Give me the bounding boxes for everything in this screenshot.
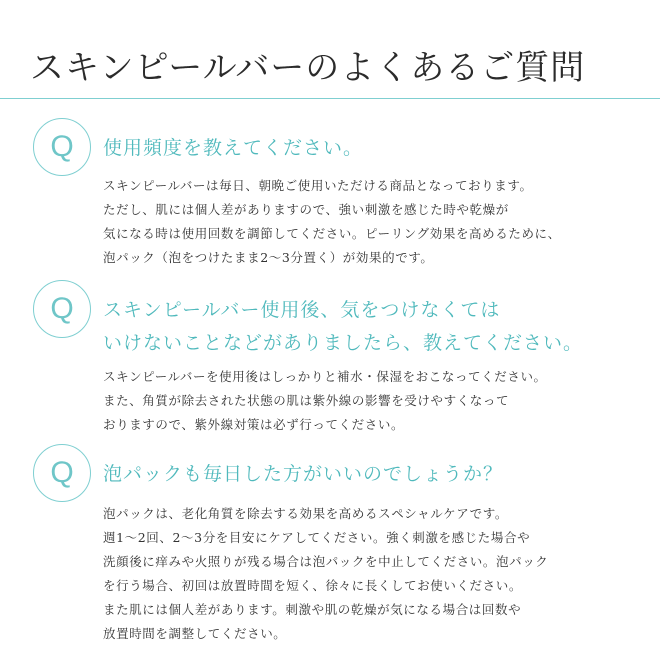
q-badge-icon	[33, 280, 91, 338]
answer-line: 洗顔後に痒みや火照りが残る場合は泡パックを中止してください。泡パック	[103, 554, 549, 569]
faq-answer	[103, 174, 650, 270]
answer-line: を行う場合、初回は放置時間を短く、徐々に長くしてお使いください。	[103, 578, 522, 593]
question-line: いけないことなどがありましたら、教えてください。	[103, 332, 584, 354]
page-title: スキンピールバーのよくあるご質問	[30, 48, 586, 88]
answer-line: ただし、肌には個人差がありますので、強い刺激を感じた時や乾燥が	[103, 202, 509, 217]
answer-line: 泡パック（泡をつけたまま2〜3分置く）が効果的です。	[103, 250, 434, 265]
answer-line: また、角質が除去された状態の肌は紫外線の影響を受けやすくなって	[103, 393, 510, 408]
q-badge-icon	[33, 118, 91, 176]
answer-line: おりますので、紫外線対策は必ず行ってください。	[103, 417, 405, 432]
page-header	[0, 0, 660, 100]
faq-question	[103, 132, 640, 165]
faq-answer	[103, 365, 650, 437]
faq-question	[103, 294, 640, 360]
answer-line: 泡パックは、老化角質を除去する効果を高めるスペシャルケアです。	[103, 506, 508, 521]
q-badge-icon	[33, 444, 91, 502]
faq-question	[103, 458, 640, 491]
answer-line: スキンピールバーは毎日、朝晩ご使用いただける商品となっております。	[103, 178, 533, 193]
header-divider	[0, 98, 660, 99]
q-badge-letter: Q	[50, 456, 74, 489]
answer-line: 放置時間を調整してください。	[103, 626, 287, 641]
question-line: 泡パックも毎日した方がいいのでしょうか？	[103, 463, 504, 485]
answer-line: また肌には個人差があります。刺激や肌の乾燥が気になる場合は回数や	[103, 602, 522, 617]
q-badge-letter: Q	[50, 292, 74, 325]
faq-answer	[103, 502, 650, 646]
answer-line: 気になる時は使用回数を調節してください。ピーリング効果を高めるために、	[103, 226, 561, 241]
question-line: スキンピールバー使用後、気をつけなくては	[103, 299, 501, 321]
answer-line: 週1〜2回、2〜3分を目安にケアしてください。強く刺激を感じた場合や	[103, 530, 531, 545]
question-line: 使用頻度を教えてください。	[103, 137, 364, 159]
q-badge-letter: Q	[50, 130, 74, 163]
answer-line: スキンピールバーを使用後はしっかりと補水・保湿をおこなってください。	[103, 369, 547, 384]
